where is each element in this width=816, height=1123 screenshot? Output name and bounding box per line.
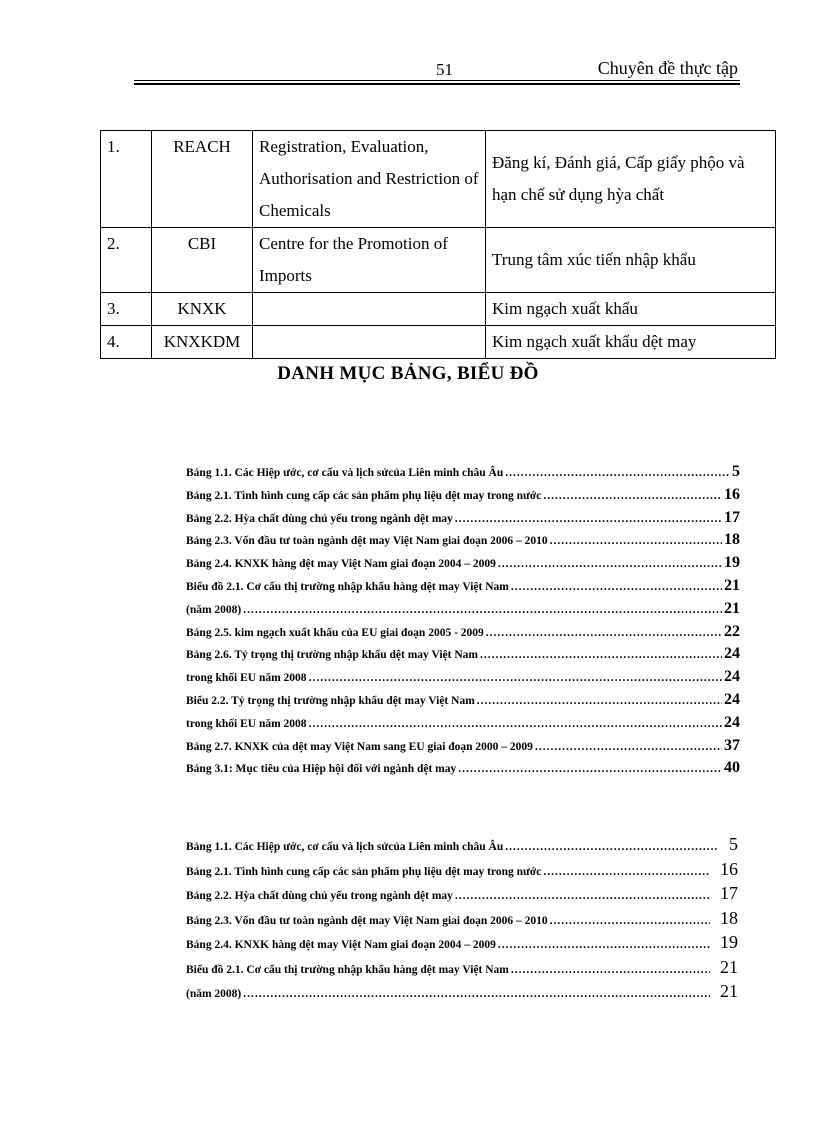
toc-page-number: 22: [724, 622, 740, 640]
toc-entry-label: trong khối EU năm 2008: [186, 717, 307, 730]
toc-entry-label: Bảng 2.5. kim ngạch xuất khẩu của EU giai đoạn 2005 - 2009: [186, 626, 484, 639]
toc-entry[interactable]: [186, 623, 740, 646]
toc-entry[interactable]: [186, 463, 740, 486]
toc-leader: [505, 841, 719, 853]
toc-entry-label: Bảng 2.3. Vốn đầu tư toàn ngành dệt may Việt Nam giai đoạn 2006 – 2010: [186, 914, 548, 927]
toc-leader: [455, 513, 722, 525]
toc-page-number: 24: [724, 668, 740, 686]
table-row: [101, 228, 776, 293]
toc-leader: [480, 649, 722, 661]
toc-entry[interactable]: [186, 834, 738, 859]
toc-entry[interactable]: [186, 859, 738, 884]
table-of-figures-secondary: [186, 834, 738, 1006]
toc-page-number: 17: [720, 883, 738, 903]
toc-entry[interactable]: [186, 531, 740, 554]
toc-leader: [458, 763, 722, 775]
toc-entry-label: Bảng 2.2. Hỳa chất dùng chủ yếu trong ngành dệt may: [186, 890, 453, 902]
row-number: 4.: [101, 326, 152, 359]
table-row: [101, 293, 776, 326]
toc-page-number: 19: [724, 554, 740, 572]
table-row: [101, 326, 776, 359]
english-term: [253, 326, 486, 359]
header-rule-thin: [134, 80, 740, 81]
toc-entry[interactable]: [186, 668, 740, 691]
toc-entry[interactable]: [186, 908, 738, 933]
toc-page-number: 24: [724, 645, 740, 663]
toc-entry[interactable]: [186, 737, 740, 760]
toc-leader: [535, 741, 722, 753]
header-title: Chuyên đề thực tập: [597, 58, 738, 78]
abbreviation-code: KNXK: [152, 293, 253, 326]
toc-leader: [243, 988, 710, 1000]
toc-page-number: 21: [720, 956, 738, 977]
toc-entry[interactable]: [186, 714, 740, 737]
row-number: 2.: [101, 228, 152, 293]
toc-entry-label: Bảng 2.4. KNXK hàng dệt may Việt Nam giai đoạn 2004 – 2009: [186, 939, 496, 951]
toc-entry[interactable]: [186, 577, 740, 600]
english-term: Centre for the Promotion of Imports: [253, 228, 486, 293]
vietnamese-term: Đăng kí, Đánh giá, Cấp giấy phộo và hạn chế sử dụng hỳa chất: [486, 131, 776, 228]
toc-page-number: 17: [724, 508, 740, 526]
toc-page-number: 5: [732, 463, 740, 480]
toc-entry[interactable]: [186, 691, 740, 714]
toc-entry[interactable]: [186, 600, 740, 623]
toc-leader: [243, 604, 722, 616]
vietnamese-term: Trung tâm xúc tiến nhập khẩu: [486, 228, 776, 293]
toc-entry-label: Biểu đồ 2.1. Cơ cấu thị trường nhập khẩu hàng dệt may Việt Nam: [186, 963, 509, 976]
toc-entry-label: Biểu đồ 2.1. Cơ cấu thị trường nhập khẩu hàng dệt may Việt Nam: [186, 580, 509, 593]
toc-leader: [543, 866, 710, 878]
toc-entry-label: Bảng 2.1. Tình hình cung cấp các sản phẩm phụ liệu dệt may trong nước: [186, 865, 542, 878]
english-term: [253, 293, 486, 326]
toc-entry[interactable]: [186, 645, 740, 668]
toc-page-number: 16: [724, 485, 740, 503]
toc-leader: [477, 695, 722, 707]
toc-entry[interactable]: [186, 957, 738, 982]
toc-entry-label: trong khối EU năm 2008: [186, 672, 307, 685]
toc-entry-label: Bảng 3.1: Mục tiêu của Hiệp hội đối với ngành dệt may: [186, 763, 457, 776]
toc-leader: [309, 672, 722, 684]
toc-entry-label: Bảng 1.1. Các Hiệp ước, cơ cấu và lịch sửcủa Liên minh châu Âu: [186, 467, 504, 479]
toc-leader: [486, 627, 722, 639]
toc-entry-label: Bảng 2.2. Hỳa chất dùng chủ yếu trong ngành dệt may: [186, 512, 453, 525]
toc-leader: [505, 467, 730, 479]
toc-entry[interactable]: [186, 932, 738, 957]
english-term: Registration, Evaluation, Authorisation and Restriction of Chemicals: [253, 131, 486, 228]
toc-entry-label: Bảng 2.3. Vốn đầu tư toàn ngành dệt may Việt Nam giai đoạn 2006 – 2010: [186, 535, 548, 548]
toc-entry[interactable]: [186, 486, 740, 509]
abbreviation-code: CBI: [152, 228, 253, 293]
row-number: 1.: [101, 131, 152, 228]
toc-leader: [511, 581, 722, 593]
toc-page-number: 24: [724, 713, 740, 731]
toc-page-number: 24: [724, 690, 740, 708]
toc-entry-label: Biểu 2.2. Tỷ trọng thị trường nhập khẩu dệt may Việt Nam: [186, 694, 475, 707]
toc-entry-label: Bảng 2.6. Tỷ trọng thị trường nhập khẩu dệt may Việt Nam: [186, 649, 478, 662]
table-of-figures-primary: [186, 463, 740, 782]
abbreviation-code: REACH: [152, 131, 253, 228]
section-title: DANH MỤC BẢNG, BIỂU ĐỒ: [277, 363, 539, 384]
toc-leader: [498, 939, 710, 951]
abbreviation-code: KNXKDM: [152, 326, 253, 359]
toc-page-number: 21: [724, 599, 740, 617]
toc-leader: [498, 558, 722, 570]
toc-entry-label: Bảng 2.1. Tình hình cung cấp các sản phẩm phụ liệu dệt may trong nước: [186, 489, 542, 502]
toc-page-number: 18: [724, 531, 740, 549]
row-number: 3.: [101, 293, 152, 326]
abbreviation-table: [100, 130, 776, 359]
toc-entry[interactable]: [186, 759, 740, 782]
toc-page-number: 37: [724, 736, 740, 754]
toc-entry[interactable]: [186, 509, 740, 532]
toc-leader: [455, 890, 710, 902]
table-row: [101, 131, 776, 228]
toc-entry-label: (năm 2008): [186, 988, 242, 1000]
header-rule-thick: [134, 83, 740, 85]
toc-page-number: 21: [720, 981, 738, 1001]
toc-entry[interactable]: [186, 981, 738, 1006]
toc-entry-label: (năm 2008): [186, 603, 242, 616]
toc-page-number: 18: [720, 907, 738, 928]
toc-page-number: 21: [724, 576, 740, 594]
toc-entry-label: Bảng 2.7. KNXK của dệt may Việt Nam sang EU giai đoạn 2000 – 2009: [186, 740, 533, 753]
toc-leader: [550, 535, 722, 547]
toc-page-number: 5: [729, 834, 738, 854]
vietnamese-term: Kim ngạch xuất khẩu: [486, 293, 776, 326]
toc-entry-label: Bảng 2.4. KNXK hàng dệt may Việt Nam giai đoạn 2004 – 2009: [186, 558, 496, 571]
toc-entry[interactable]: [186, 554, 740, 577]
toc-page-number: 40: [724, 759, 740, 777]
toc-leader: [550, 915, 710, 927]
toc-leader: [309, 718, 722, 730]
vietnamese-term: Kim ngạch xuất khẩu dệt may: [486, 326, 776, 359]
toc-leader: [511, 964, 710, 976]
page-number: 51: [436, 60, 453, 79]
toc-leader: [543, 490, 722, 502]
toc-entry-label: Bảng 1.1. Các Hiệp ước, cơ cấu và lịch sửcủa Liên minh châu Âu: [186, 841, 504, 853]
toc-entry[interactable]: [186, 883, 738, 908]
toc-page-number: 19: [720, 932, 738, 952]
page-header: [134, 58, 740, 82]
toc-page-number: 16: [720, 858, 738, 879]
